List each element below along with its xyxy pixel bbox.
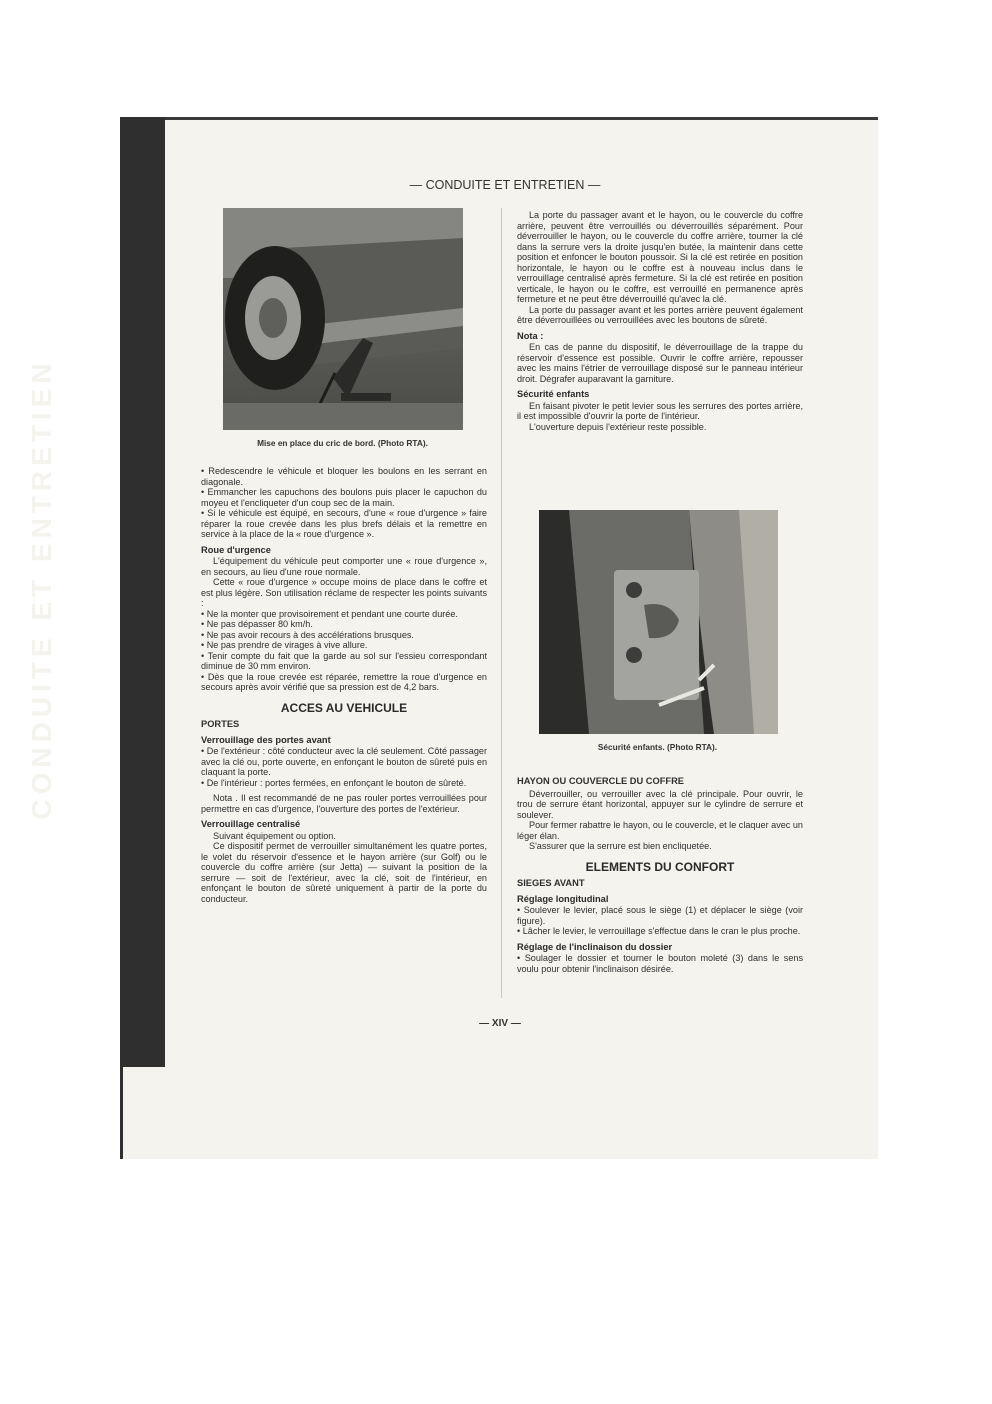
- bullet-accelerations: • Ne pas avoir recours à des accélérations brusques.: [201, 629, 414, 640]
- heading-securite-enfants: Sécurité enfants: [517, 389, 590, 399]
- heading-verrouillage-avant: Verrouillage des portes avant: [201, 734, 331, 745]
- paragraph-hayon-3: S'assurer que la serrure est bien encliquetée.: [529, 841, 712, 851]
- heading-acces-vehicule: ACCES AU VEHICULE: [280, 700, 408, 715]
- paragraph-portes-arriere: La porte du passager avant et les portes arrière peuvent également être déverrouillées ou verrouillées avec les boutons de sûreté.: [517, 304, 803, 325]
- bullet-lacher-levier: • Lâcher le levier, le verrouillage s'effectue dans le cran le plus proche.: [517, 926, 801, 936]
- paragraph-roue-urgence-1: L'équipement du véhicule peut comporter une « roue d'urgence », en secours, au lieu d'une roue normale.: [201, 556, 487, 577]
- paragraph-nota: Nota . Il est recommandé de ne pas rouler portes verrouillées pour permettre en cas d'urgence, l'ouverture des portes de l'extérieur.: [201, 793, 487, 814]
- bullet-soulager-dossier: • Soulager le dossier et tourner le bouton moleté (3) dans le sens voulu pour obtenir l'inclinaison désirée.: [517, 953, 803, 974]
- side-label: CONDUITE ET ENTRETIEN: [26, 358, 57, 820]
- bullet-vitesse: • Ne pas dépasser 80 km/h.: [201, 619, 313, 629]
- photo-jack: [223, 208, 463, 430]
- heading-elements-confort: ELEMENTS DU CONFORT: [585, 859, 735, 874]
- caption-jack: Mise en place du cric de bord. (Photo RTA).: [257, 438, 428, 448]
- bullet-redescendre: • Redescendre le véhicule et bloquer les boulons en les serrant en diagonale.: [201, 466, 487, 487]
- page-number: — XIV —: [479, 1018, 521, 1029]
- left-rule: [120, 1067, 123, 1159]
- paragraph-hayon-verrouillage: La porte du passager avant et le hayon, ou le couvercle du coffre arrière, peuvent être verrouillés ou déverrouillés séparément. Pour déverrouiller le hayon, ou le couvercle du coffre arrière, tourner la clé dans la serrure vers la droite jusqu'en butée, la maintenir dans cette position et enfoncer le bouton poussoir. Si la clé est retirée en position horizontale, le hayon ou le coffre est à nouveau inclus dans le verrouillage centralisé après fermeture. Si la clé est retirée en position verticale, le hayon ou le coffre, est verrouillé en permanence après fermeture et ne peut être déverrouillé qu'avec la clé.: [517, 210, 803, 304]
- side-band: [120, 117, 165, 1067]
- heading-reglage-longitudinal: Réglage longitudinal: [517, 893, 609, 904]
- bullet-emmancher: • Emmancher les capuchons des boulons puis placer le capuchon du moyeu et l'encliqueter d'un coup sec de la main.: [201, 487, 487, 508]
- paragraph-hayon-2: Pour fermer rabattre le hayon, ou le couvercle, et le claquer avec un léger élan.: [517, 820, 803, 841]
- paragraph-nota-panne: En cas de panne du dispositif, le déverrouillage de la trappe du réservoir d'essence est possible. Ouvrir le coffre arrière, repousser avec les mains l'étrier de verrouillage disposé sur le panneau intérieur droit. Dégrafer auparavant la garniture.: [517, 342, 803, 384]
- running-head: — CONDUITE ET ENTRETIEN —: [409, 178, 601, 192]
- heading-hayon: HAYON OU COUVERCLE DU COFFRE: [517, 776, 685, 786]
- heading-reglage-inclinaison: Réglage de l'inclinaison du dossier: [517, 941, 673, 952]
- bullet-garde-au-sol: • Tenir compte du fait que la garde au sol sur l'essieu correspondant diminue de 30 mm environ.: [201, 650, 487, 671]
- left-column: [201, 466, 487, 904]
- photo-jack-illustration: [223, 208, 463, 430]
- heading-roue-urgence: Roue d'urgence: [201, 544, 271, 555]
- bullet-pression: • Dès que la roue crevée est réparée, remettre la roue d'urgence en secours après avoir vérifié que sa pression est de 4,2 bars.: [201, 671, 487, 692]
- bullet-monter: • Ne la monter que provisoirement et pendant une courte durée.: [201, 608, 458, 619]
- paragraph-securite-2: L'ouverture depuis l'extérieur reste possible.: [529, 421, 707, 432]
- photo-child-lock: [539, 510, 778, 734]
- heading-portes: PORTES: [201, 719, 240, 729]
- heading-sieges-avant: SIEGES AVANT: [517, 878, 585, 888]
- paragraph-roue-urgence-2: Cette « roue d'urgence » occupe moins de place dans le coffre et est plus légère. Son utilisation réclame de respecter les points suivants :: [201, 577, 487, 608]
- caption-child-lock: Sécurité enfants. (Photo RTA).: [597, 742, 718, 752]
- column-divider: [501, 208, 502, 998]
- paragraph-centralise-2: Ce dispositif permet de verrouiller simultanément les quatre portes, le volet du réservoir d'essence et le hayon arrière (sur Golf) ou le couvercle du coffre arrière (sur Jetta) — suivant la position de la serrure — soit de l'extérieur, avec la clé, soit de l'intérieur, en enfonçant le bouton de sûreté uniquement à partir de la porte du conducteur.: [201, 841, 487, 904]
- paragraph-securite-1: En faisant pivoter le petit levier sous les serrures des portes arrière, il est impossible d'ouvrir la porte de l'intérieur.: [517, 400, 803, 421]
- bullet-interieur: • De l'intérieur : portes fermées, en enfonçant le bouton de sûreté.: [201, 777, 467, 788]
- heading-verrouillage-centralise: Verrouillage centralisé: [201, 819, 301, 829]
- right-column-bottom: [517, 770, 803, 974]
- bullet-soulever-levier: • Soulever le levier, placé sous le siège (1) et déplacer le siège (voir figure).: [517, 905, 803, 926]
- top-rule: [120, 117, 878, 120]
- right-column-top: [517, 210, 803, 432]
- bullet-exterieur: • De l'extérieur : côté conducteur avec la clé seulement. Côté passager avec la clé ou, porte ouverte, en enfonçant le bouton de sûreté puis en claquant la porte.: [201, 746, 487, 777]
- heading-nota: Nota :: [517, 330, 544, 341]
- paragraph-centralise-1: Suivant équipement ou option.: [213, 830, 336, 841]
- bullet-virages: • Ne pas prendre de virages à vive allure.: [201, 640, 368, 650]
- paragraph-hayon-1: Déverrouiller, ou verrouiller avec la clé principale. Pour ouvrir, le trou de serrure étant horizontal, appuyer sur le cylindre de serrure et soulever.: [517, 788, 803, 820]
- photo-child-lock-illustration: [539, 510, 778, 734]
- bullet-roue-urgence: • Si le véhicule est équipé, en secours, d'une « roue d'urgence » faire réparer la roue crevée dans les plus brefs délais et la remettre en service à la place de la « roue d'urgence ».: [201, 508, 487, 539]
